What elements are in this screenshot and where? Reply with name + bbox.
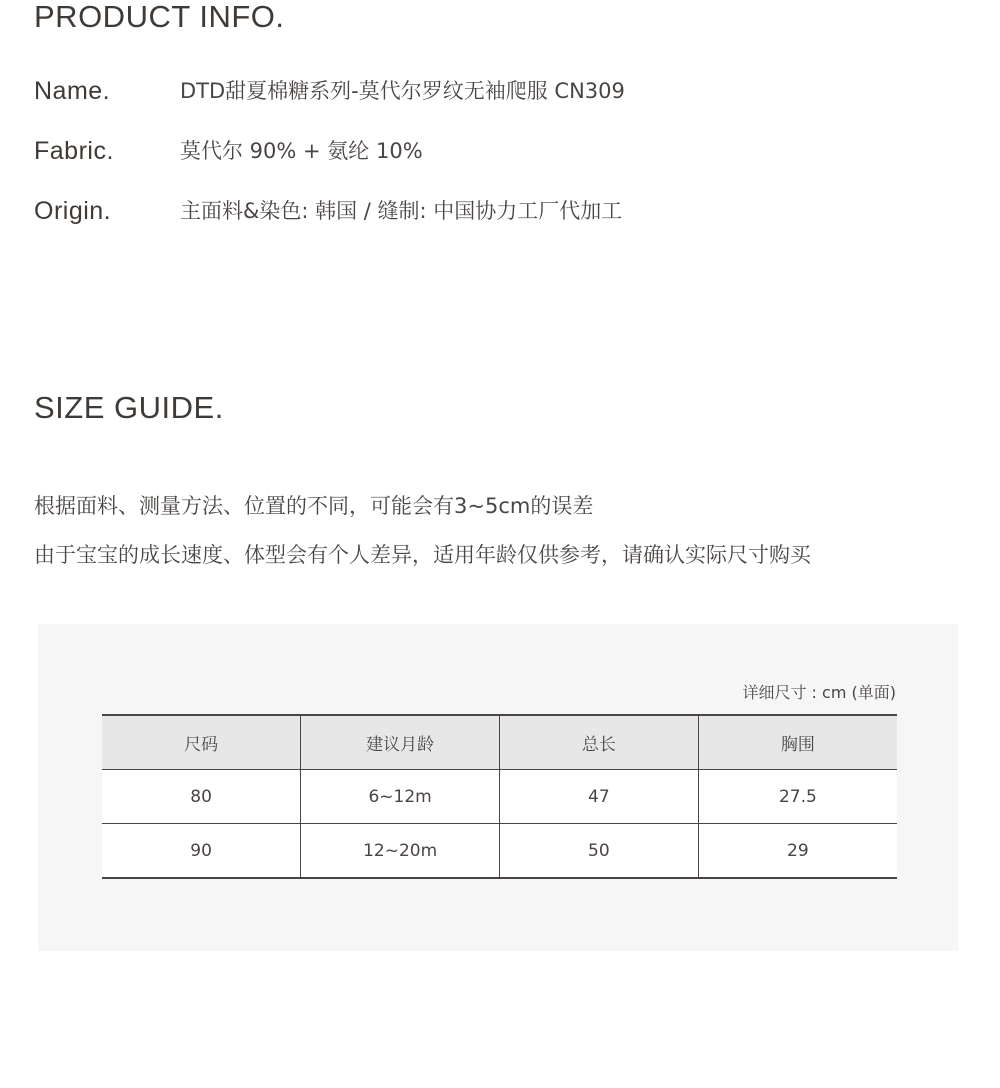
info-row-fabric [34,133,974,169]
cell-length: 47 [500,770,699,824]
cell-age: 6~12m [301,770,500,824]
size-notice-measurement: 根据面料、测量方法、位置的不同，可能会有3~5cm的误差 [34,494,594,518]
info-value-name: DTD甜夏棉糖系列-莫代尔罗纹无袖爬服 CN309 [180,79,625,103]
unit-note: 详细尺寸 : cm (单面) [742,683,896,702]
header-chest: 胸围 [698,715,897,770]
info-row-origin [34,193,974,229]
info-value-origin: 主面料&染色: 韩国 / 缝制: 中国协力工厂代加工 [180,199,623,223]
size-table [102,714,897,879]
cell-chest: 29 [698,824,897,879]
cell-size: 90 [102,824,301,879]
header-size: 尺码 [102,715,301,770]
size-table-panel [38,624,958,951]
info-key-name: Name. [34,77,111,105]
header-age: 建议月龄 [301,715,500,770]
cell-length: 50 [500,824,699,879]
product-info-title: PRODUCT INFO. [34,0,285,34]
info-row-name [34,73,974,109]
info-key-fabric: Fabric. [34,137,114,165]
info-key-origin: Origin. [34,197,112,225]
cell-chest: 27.5 [698,770,897,824]
table-row [102,770,897,824]
header-length: 总长 [500,715,699,770]
cell-age: 12~20m [301,824,500,879]
info-value-fabric: 莫代尔 90% + 氨纶 10% [180,139,423,163]
cell-size: 80 [102,770,301,824]
table-row [102,824,897,879]
table-header-row [102,715,897,770]
size-notice-age: 由于宝宝的成长速度、体型会有个人差异，适用年龄仅供参考，请确认实际尺寸购买 [34,543,811,567]
size-guide-title: SIZE GUIDE. [34,390,224,425]
